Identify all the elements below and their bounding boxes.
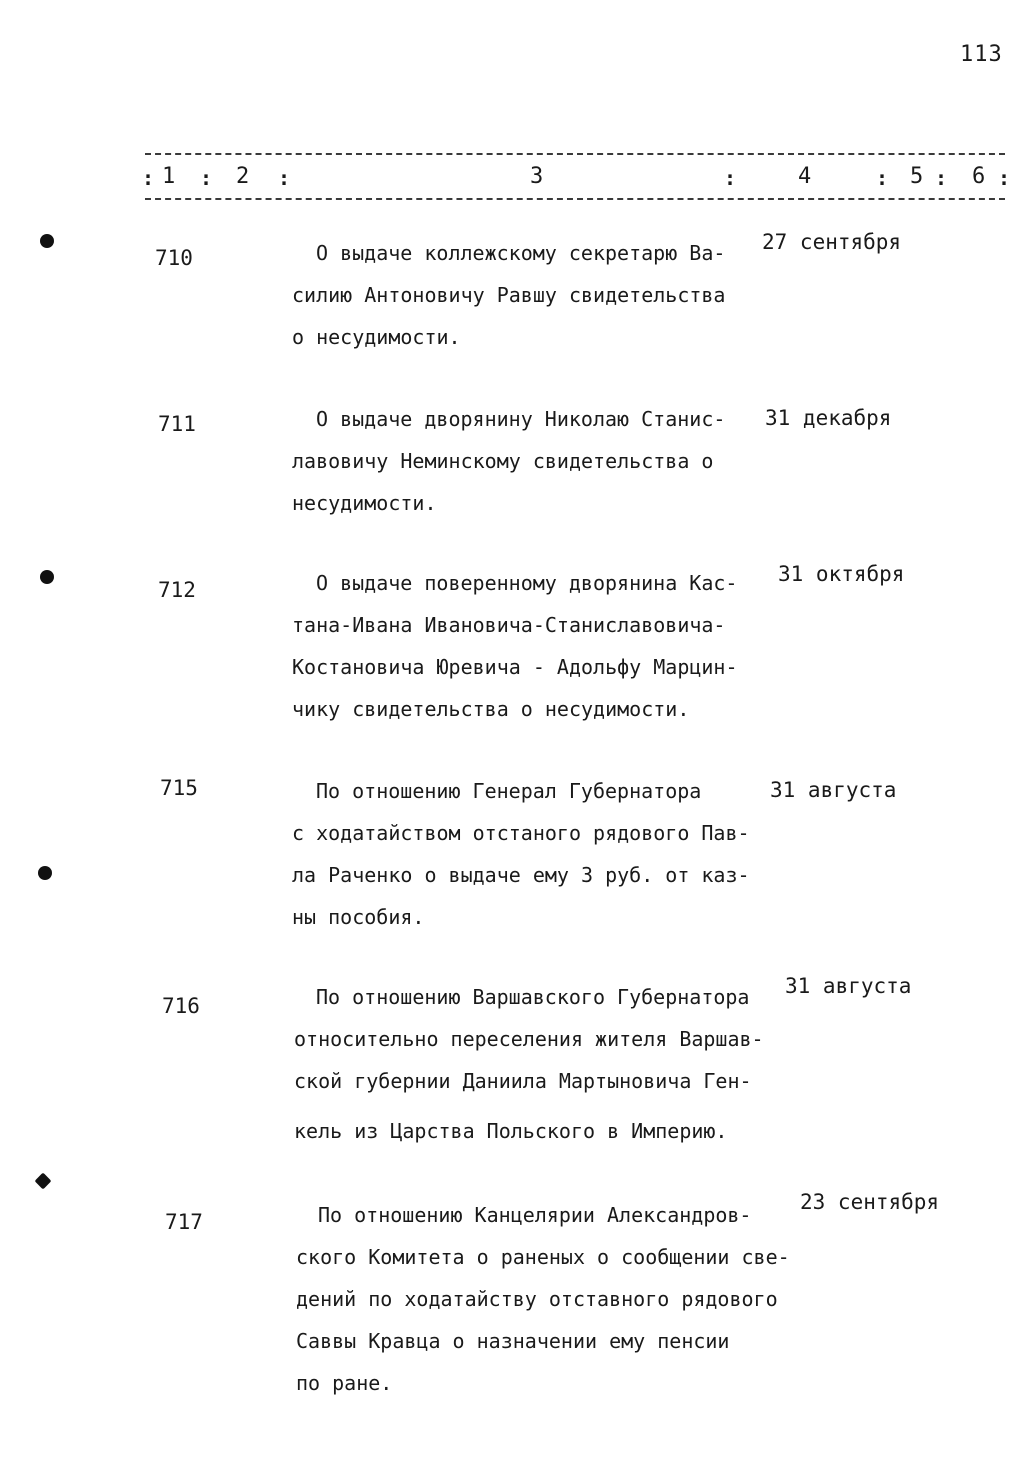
- punch-hole-mark: [35, 1173, 52, 1190]
- entry-date: 31 октября: [778, 562, 905, 586]
- entry-date: 31 декабря: [765, 406, 892, 430]
- column-separator: :: [200, 166, 213, 190]
- entry-number: 715: [160, 776, 198, 800]
- entry-description: [294, 976, 794, 1152]
- entry-description: [292, 232, 792, 358]
- entry-date: 31 августа: [785, 974, 912, 998]
- column-separator: :: [278, 166, 291, 190]
- description-line: относительно переселения жителя Варшав-: [294, 1027, 764, 1051]
- header-rule-top: [145, 153, 1005, 155]
- description-line: кель из Царства Польского в Империю.: [294, 1119, 728, 1143]
- description-line: с ходатайством отстаного рядового Пав-: [292, 821, 750, 845]
- punch-hole-mark: [40, 570, 54, 584]
- entry-number: 717: [165, 1210, 203, 1234]
- entry-number: 711: [158, 412, 196, 436]
- description-line: чику свидетельства о несудимости.: [292, 697, 690, 721]
- description-line: дений по ходатайству отставного рядового: [296, 1287, 778, 1311]
- punch-hole-mark: [40, 234, 54, 248]
- entry-description: [292, 770, 792, 938]
- description-line: о несудимости.: [292, 325, 461, 349]
- description-line: тана-Ивана Ивановича-Станиславовича-: [292, 613, 726, 637]
- description-line: По отношению Варшавского Губернатора: [316, 985, 750, 1009]
- description-line: О выдаче дворянину Николаю Станис-: [316, 407, 726, 431]
- header-rule-bottom: [145, 198, 1005, 200]
- description-line: несудимости.: [292, 491, 437, 515]
- entry-number: 710: [155, 246, 193, 270]
- description-line: Костановича Юревича - Адольфу Марцин-: [292, 655, 738, 679]
- description-line: О выдаче поверенному дворянина Кас-: [316, 571, 738, 595]
- description-line: Саввы Кравца о назначении ему пенсии: [296, 1329, 730, 1353]
- column-header-2: 2: [236, 164, 250, 189]
- entry-date: 23 сентября: [800, 1190, 940, 1214]
- entry-description: [292, 562, 792, 730]
- column-header-5: 5: [910, 164, 924, 189]
- column-separator: :: [998, 166, 1011, 190]
- column-header-6: 6: [972, 164, 986, 189]
- column-header-4: 4: [798, 164, 812, 189]
- column-separator: :: [876, 166, 889, 190]
- page-number: 113: [960, 42, 1003, 67]
- column-separator: :: [142, 166, 155, 190]
- column-separator: :: [724, 166, 737, 190]
- description-line: ской губернии Даниила Мартыновича Ген-: [294, 1069, 752, 1093]
- description-line: силию Антоновичу Равшу свидетельства: [292, 283, 726, 307]
- column-header-3: 3: [530, 164, 544, 189]
- description-line: ла Раченко о выдаче ему 3 руб. от каз-: [292, 863, 750, 887]
- column-separator: :: [935, 166, 948, 190]
- description-line: ского Комитета о раненых о сообщении све-: [296, 1245, 790, 1269]
- entry-description: [292, 398, 792, 524]
- entry-number: 712: [158, 578, 196, 602]
- column-header-1: 1: [162, 164, 176, 189]
- description-line: О выдаче коллежскому секретарю Ва-: [316, 241, 726, 265]
- description-line: По отношению Генерал Губернатора: [316, 779, 702, 803]
- description-line: лавовичу Неминскому свидетельства о: [292, 449, 714, 473]
- punch-hole-mark: [38, 866, 52, 880]
- entry-date: 27 сентября: [762, 230, 902, 254]
- description-line: по ране.: [296, 1371, 393, 1395]
- entry-number: 716: [162, 994, 200, 1018]
- description-line: По отношению Канцелярии Александров-: [318, 1203, 752, 1227]
- description-line: ны пособия.: [292, 905, 425, 929]
- entry-description: [296, 1194, 796, 1404]
- entry-date: 31 августа: [770, 778, 897, 802]
